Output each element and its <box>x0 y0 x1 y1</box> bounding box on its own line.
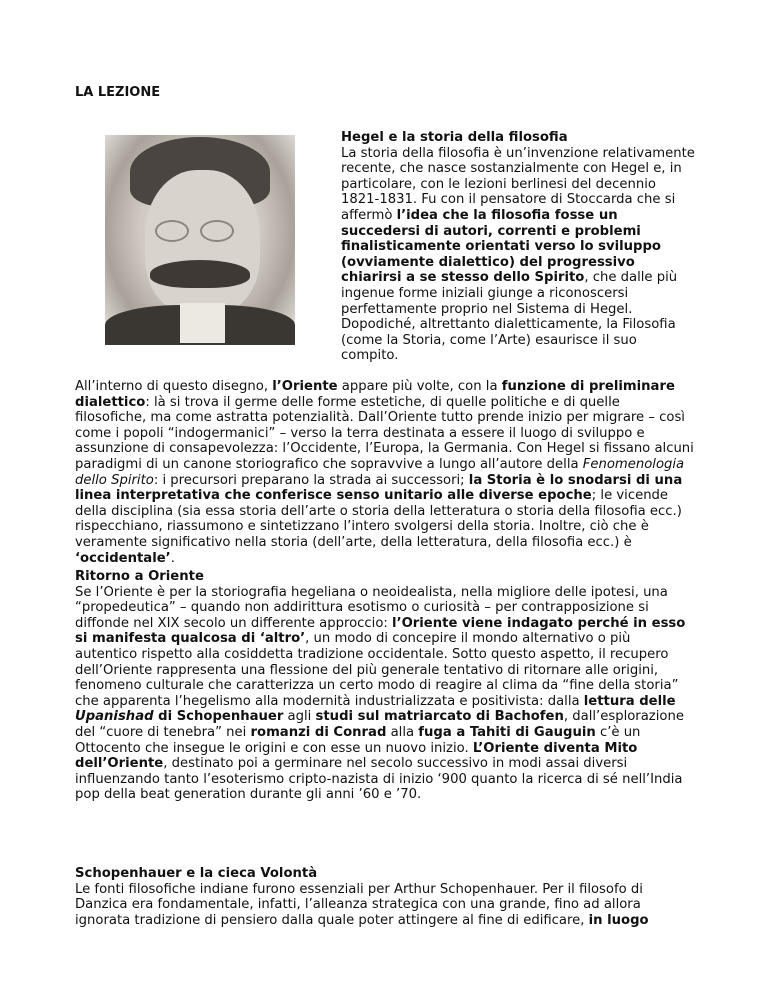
section-schopenhauer <box>75 866 695 928</box>
section-ritorno-oriente <box>75 569 695 803</box>
emphasis-text: in luogo <box>588 912 649 928</box>
emphasis-text: fuga a Tahiti di Gauguin <box>418 724 596 740</box>
portrait-glasses-right <box>200 220 234 242</box>
emphasis-text: studi sul matriarcato di Bachofen <box>315 709 564 725</box>
section-hegel-continued <box>75 379 695 566</box>
emphasis-text: lettura delle <box>583 693 676 709</box>
document-title: LA LEZIONE <box>75 85 161 100</box>
emphasis-text: l’idea che la filosofia fosse un succedersi di autori, correnti e problemi finalisticamente orientati verso lo sviluppo (ovviamente dialettico) del progressivo chiarirsi a se stesso dello Spirito <box>341 207 661 286</box>
portrait-moustache <box>150 260 250 288</box>
emphasis-text: L’Oriente diventa Mito dell’Oriente <box>75 740 638 772</box>
paragraph-ritorno: Se l’Oriente è per la storiografia hegeliana o neoidealista, nella migliore delle ipotesi, una “propedeutica” – quando non addirittura esotismo o curiosità – per contrapposizione si diffonde nel XIX secolo un differente approccio: l’Oriente viene indagato perché in esso si manifesta qualcosa di ‘altro’, un modo di concepire il mondo alternativo o più autentico rispetto alla cosiddetta tradizione occidentale. Sotto questo aspetto, il recupero dell’Oriente rappresenta una flessione del più generale tentativo di ritornare alle origini, fenomeno culturale che caratterizza un certo modo di reagire al clima da “fine della storia” che apparenta l’hegelismo alla modernità industrializzata e positivista: dalla lettura delle Upanishad di Schopenhauer agli studi sul matriarcato di Bachofen, dall’esplorazione del “cuore di tenebra” nei romanzi di Conrad alla fuga a Tahiti di Gauguin c’è un Ottocento che insegue le origini e con esse un nuovo inizio. L’Oriente diventa Mito dell’Oriente, destinato poi a germinare nel secolo successivo in modi assai diversi influenzando tanto l’esoterismo cripto-nazista di inizio ‘900 quanto la ricerca di sé nell’India pop della beat generation durante gli anni ’60 e ’70. <box>75 584 686 803</box>
section-heading-ritorno: Ritorno a Oriente <box>75 569 204 584</box>
section-hegel <box>341 130 696 364</box>
portrait-glasses-left <box>155 220 189 242</box>
portrait-image <box>105 135 295 345</box>
emphasis-text: romanzi di Conrad <box>250 724 387 740</box>
portrait-collar <box>180 303 225 343</box>
portrait-face <box>145 170 260 315</box>
emphasis-text: di Schopenhauer <box>153 709 284 725</box>
paragraph-oriente-disegno: All’interno di questo disegno, l’Oriente appare più volte, con la funzione di preliminare dialettico: là si trova il germe delle forme estetiche, di quelle politiche e di quelle filosofiche, ma come astratta potenzialità. Dall’Oriente tutto prende inizio per migrare – così come i popoli “indogermanici” – verso la terra destinata a essere il luogo di sviluppo e assunzione di consapevolezza: l’Occidente, l’Europa, la Germania. Con Hegel si fissano alcuni paradigmi di un canone storiografico che sopravvive a lungo all’autore della Fenomenologia dello Spirito: i precursori preparano la strada ai successori; la Storia è lo snodarsi di una linea interpretativa che conferisce senso unitario alle diverse epoche; le vicende della disciplina (sia essa storia dell’arte o storia della letteratura o storia della filosofia ecc.) rispecchiano, riassumono e sintetizzano l’intero svolgersi della storia. Inoltre, ciò che è veramente significativo nella storia (dell’arte, della letteratura, della filosofia ecc.) è ‘occidentale’. <box>75 379 694 566</box>
section-heading-hegel: Hegel e la storia della filosofia <box>341 130 568 145</box>
emphasis-text: l’Oriente viene indagato perché in esso si manifesta qualcosa di ‘altro’ <box>75 615 686 647</box>
emphasis-text: Upanishad <box>75 709 154 725</box>
paragraph-hegel-intro: La storia della filosofia è un’invenzione relativamente recente, che nasce sostanzialmente con Hegel e, in particolare, con le lezioni berlinesi del decennio 1821-1831. Fu con il pensatore di Stoccarda che si affermò l’idea che la filosofia fosse un succedersi di autori, correnti e problemi finalisticamente orientati verso lo sviluppo (ovviamente dialettico) del progressivo chiarirsi a se stesso dello Spirito, che dalle più ingenue forme iniziali giunge a riconoscersi perfettamente proprio nel Sistema di Hegel. Dopodiché, altrettanto dialetticamente, la Filosofia (come la Storia, come l’Arte) esaurisce il suo compito. <box>341 145 695 364</box>
emphasis-text: ‘occidentale’ <box>75 550 171 566</box>
emphasis-text: Fenomenologia dello Spirito <box>75 456 685 488</box>
emphasis-text: la Storia è lo snodarsi di una linea interpretativa che conferisce senso unitario alle diverse epoche <box>75 472 683 504</box>
emphasis-text: funzione di preliminare dialettico <box>75 379 675 410</box>
paragraph-schopenhauer: Le fonti filosofiche indiane furono essenziali per Arthur Schopenhauer. Per il filosofo di Danzica era fondamentale, infatti, l’alleanza strategica con una grande, fino ad allora ignorata tradizione di pensiero dalla quale poter attingere al fine di edificare, in luogo <box>75 881 649 928</box>
section-heading-schopenhauer: Schopenhauer e la cieca Volontà <box>75 866 318 881</box>
emphasis-text: l’Oriente <box>272 379 338 394</box>
